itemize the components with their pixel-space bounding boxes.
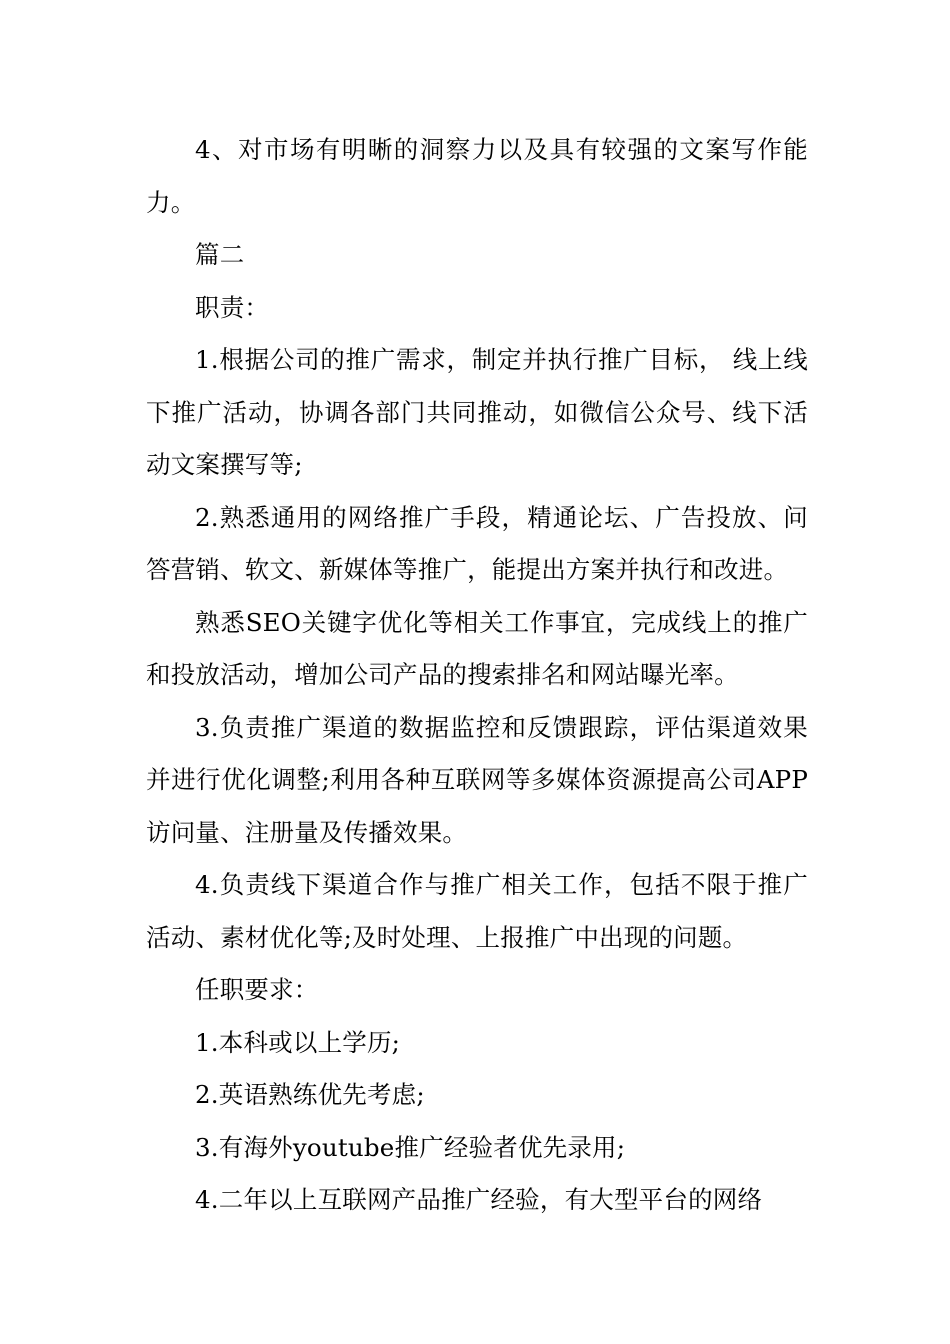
heading-job-requirements: 任职要求： — [195, 975, 319, 1004]
paragraph-seo: 熟悉SEO关键字优化等相关工作事宜，完成线上的推广和投放活动，增加公司产品的搜索排名和网站曝光率。 — [146, 607, 808, 689]
section-heading-part-two: 篇二 — [195, 240, 245, 269]
paragraph-duty-3: 3.负责推广渠道的数据监控和反馈跟踪，评估渠道效果并进行优化调整;利用各种互联网等多媒体资源提高公司APP访问量、注册量及传播效果。 — [146, 712, 808, 847]
document-body — [146, 124, 808, 1227]
paragraph-duty-2: 2.熟悉通用的网络推广手段，精通论坛、广告投放、问答营销、软文、新媒体等推广，能提出方案并执行和改进。 — [146, 502, 808, 584]
paragraph-requirement-english: 2.英语熟练优先考虑; — [195, 1080, 425, 1109]
paragraph-requirement-education: 1.本科或以上学历; — [195, 1027, 401, 1057]
paragraph-requirement-youtube: 3.有海外youtube推广经验者优先录用; — [195, 1132, 626, 1162]
paragraph-requirement-experience: 4.二年以上互联网产品推广经验，有大型平台的网络 — [195, 1185, 763, 1214]
paragraph-requirement-4: 4、对市场有明晰的洞察力以及具有较强的文案写作能力。 — [146, 135, 808, 217]
paragraph-duty-1: 1.根据公司的推广需求，制定并执行推广目标， 线上线下推广活动，协调各部门共同推动，如微信公众号、线下活动文案撰写等; — [146, 345, 808, 479]
heading-responsibilities: 职责： — [195, 292, 270, 322]
paragraph-duty-4: 4.负责线下渠道合作与推广相关工作，包括不限于推广活动、素材优化等;及时处理、上报推广中出现的问题。 — [146, 870, 808, 952]
